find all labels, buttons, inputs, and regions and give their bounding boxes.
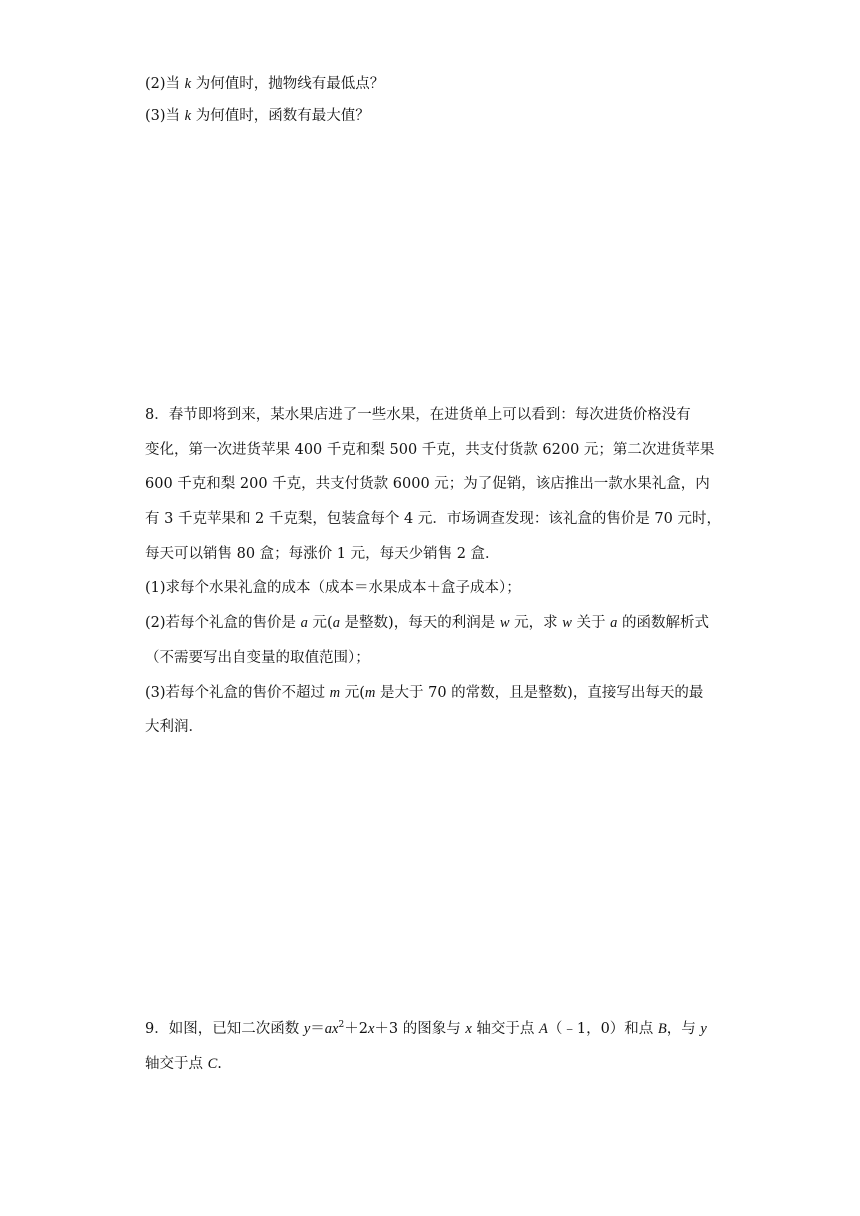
q8-line3: 600 千克和梨 200 千克，共支付货款 6000 元；为了促销，该店推出一款水果礼盒，内 (145, 476, 710, 492)
q8-line4: 有 3 千克苹果和 2 千克梨，包装盒每个 4 元．市场调查发现：该礼盒的售价是 70 元时， (145, 511, 721, 527)
q8-line2: 变化，第一次进货苹果 400 千克和梨 500 千克，共支付货款 6200 元；第二次进货苹果 (145, 442, 715, 458)
q7-part3: (3)当 k 为何值时，函数有最大值？ (145, 108, 370, 124)
q8-line1: 8．春节即将到来，某水果店进了一些水果，在进货单上可以看到：每次进货价格没有 (145, 407, 691, 423)
q9-line1: 9．如图，已知二次函数 $y=ax^2+2x+3$ 的图象与 x 轴交于点 A（﹣1，0）和点 B，与 y (145, 1020, 707, 1037)
q9-line2: 轴交于点 C. (145, 1056, 222, 1072)
q8-part1: (1)求每个水果礼盒的成本（成本＝水果成本＋盒子成本）； (145, 580, 521, 596)
q8-part2: (2)若每个礼盒的售价是 a 元(a 是整数)，每天的利润是 w 元，求 w 关于 a 的函数解析式 (145, 615, 709, 631)
q7-part2: (2)当 k 为何值时，抛物线有最低点？ (145, 76, 385, 92)
q8-part3: (3)若每个礼盒的售价不超过 m 元(m 是大于 70 的常数，且是整数)，直接写出每天的最 (145, 685, 704, 701)
q8-part3-cont: 大利润． (145, 719, 203, 735)
q8-line5: 每天可以销售 80 盒；每涨价 1 元，每天少销售 2 盒． (145, 546, 500, 562)
q8-part2-cont: （不需要写出自变量的取值范围）； (145, 650, 370, 666)
